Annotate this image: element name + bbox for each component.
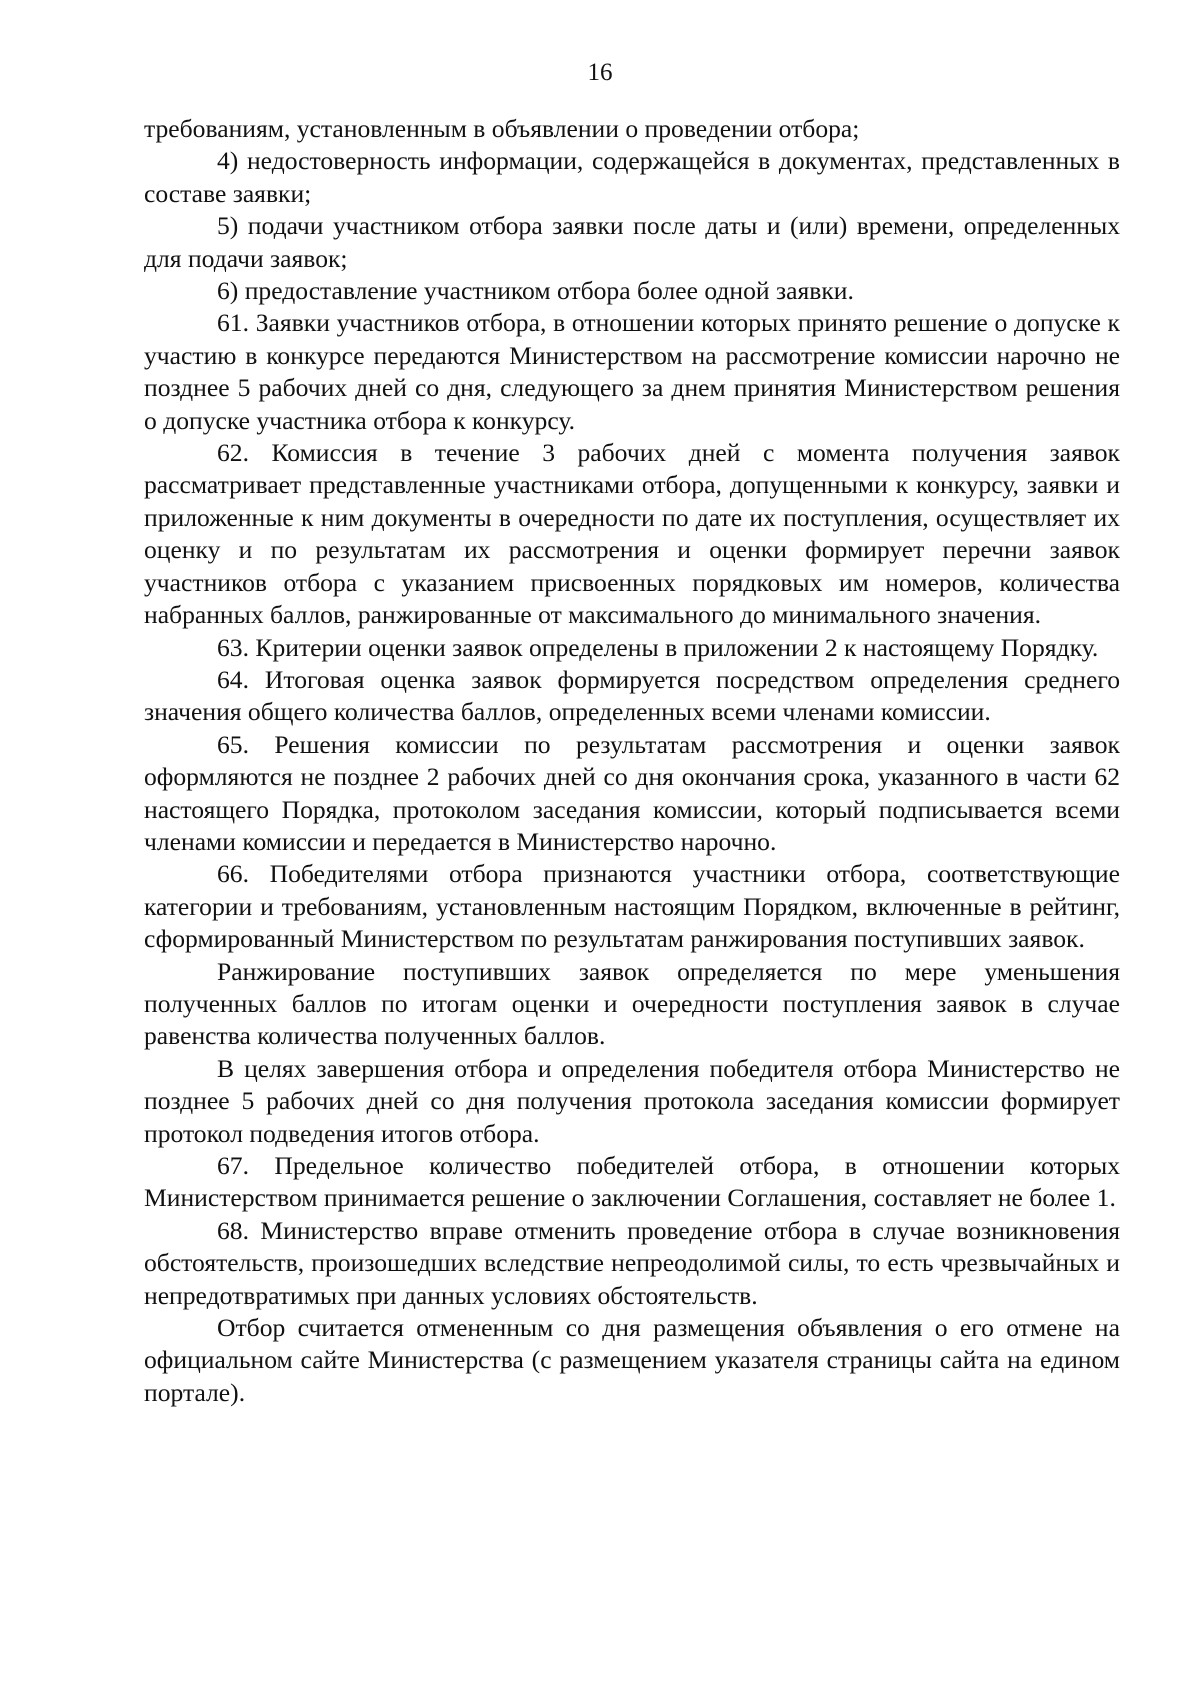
paragraph: требованиям, установленным в объявлении о проведении отбора; bbox=[144, 114, 860, 143]
paragraph: 5) подачи участником отбора заявки после даты и (или) времени, определенных для подачи заявок; bbox=[144, 211, 1120, 273]
paragraph: 67. Предельное количество победителей отбора, в отношении которых Министерством принимается решение о заключении Соглашения, составляет не более 1. bbox=[144, 1151, 1120, 1213]
paragraph: 64. Итоговая оценка заявок формируется посредством определения среднего значения общего количества баллов, определенных всеми членами комиссии. bbox=[144, 664, 1120, 727]
paragraph: В целях завершения отбора и определения победителя отбора Министерство не позднее 5 рабочих дней со дня получения протокола заседания комиссии формирует протокол подведения итогов отбора. bbox=[144, 1053, 1120, 1148]
paragraph: 4) недостоверность информации, содержащейся в документах, представленных в составе заявки; bbox=[144, 146, 1120, 208]
page-number: 16 bbox=[587, 59, 613, 86]
paragraph: 65. Решения комиссии по результатам рассмотрения и оценки заявок оформляются не позднее 2 рабочих дней со дня окончания срока, указанного в части 62 настоящего Порядка, протоколом заседания комиссии, который подписывается всеми членами комиссии и передается в Министерство нарочно. bbox=[144, 729, 1120, 856]
document-body bbox=[144, 113, 1120, 1409]
paragraph: 68. Министерство вправе отменить проведение отбора в случае возникновения обстоятельств, произошедших вследствие непреодолимой силы, то есть чрезвычайных и непредотвратимых при данных условиях обстоятельств. bbox=[144, 1215, 1120, 1310]
paragraph: Ранжирование поступивших заявок определяется по мере уменьшения полученных баллов по итогам оценки и очередности поступления заявок в случае равенства количества полученных баллов. bbox=[144, 956, 1120, 1051]
paragraph: Отбор считается отмененным со дня размещения объявления о его отмене на официальном сайте Министерства (с размещением указателя страницы сайта на едином портале). bbox=[144, 1313, 1120, 1407]
paragraph: 61. Заявки участников отбора, в отношении которых принято решение о допуске к участию в конкурсе передаются Министерством на рассмотрение комиссии нарочно не позднее 5 рабочих дней со дня, следующего за днем принятия Министерством решения о допуске участника отбора к конкурсу. bbox=[144, 308, 1120, 435]
paragraph: 66. Победителями отбора признаются участники отбора, соответствующие категории и требованиям, установленным настоящим Порядком, включенные в рейтинг, сформированный Министерством по результатам ранжирования поступивших заявок. bbox=[144, 859, 1120, 954]
paragraph: 63. Критерии оценки заявок определены в приложении 2 к настоящему Порядку. bbox=[217, 632, 1099, 662]
paragraph: 6) предоставление участником отбора более одной заявки. bbox=[217, 276, 854, 306]
paragraph: 62. Комиссия в течение 3 рабочих дней с момента получения заявок рассматривает представленные участниками отбора, допущенными к конкурсу, заявки и приложенные к ним документы в очередности по дате их поступления, осуществляет их оценку и по результатам их рассмотрения и оценки формирует перечни заявок участников отбора с указанием присвоенных порядковых им номеров, количества набранных баллов, ранжированные от максимального до минимального значения. bbox=[144, 438, 1120, 630]
